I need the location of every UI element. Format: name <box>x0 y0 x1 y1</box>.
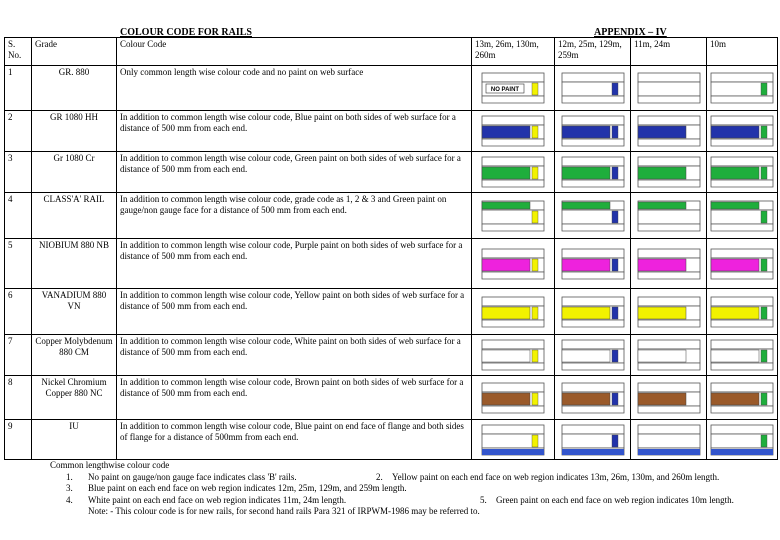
legend-number-1: 1. <box>66 471 73 482</box>
row-colour-code: Only common length wise colour code and no paint on web surface <box>117 66 472 111</box>
grade-paint-band <box>562 202 610 209</box>
length-end-marker <box>761 167 767 179</box>
rail-flange <box>638 363 700 370</box>
rail-diagram-cell <box>555 420 631 460</box>
grade-paint-band <box>562 259 610 271</box>
row-sno: 3 <box>5 152 32 193</box>
rail-flange <box>562 272 624 279</box>
rail-diagram-cell <box>472 152 555 193</box>
row-sno: 7 <box>5 335 32 376</box>
length-end-marker <box>761 435 767 447</box>
grade-paint-band <box>711 126 759 138</box>
rail-diagram-cell <box>555 66 631 111</box>
table-row <box>5 335 778 376</box>
length-end-marker <box>761 393 767 405</box>
rail-diagram-cell <box>707 376 778 420</box>
rail-diagram <box>560 155 626 189</box>
rail-flange <box>711 363 773 370</box>
rail-flange <box>711 406 773 413</box>
rail-flange <box>482 224 544 231</box>
row-colour-code: In addition to common length wise colour code, White paint on both sides of web surface for a distance of 500 mm from each end. <box>117 335 472 376</box>
rail-flange <box>562 406 624 413</box>
rail-diagram <box>560 423 626 457</box>
rail-flange <box>562 224 624 231</box>
legend-text-1: No paint on gauge/non gauge face indicates class 'B' rails. <box>88 471 297 482</box>
rail-head <box>638 157 700 166</box>
rail-diagram <box>480 381 546 415</box>
grade-paint-band <box>638 307 686 319</box>
rail-head <box>638 249 700 258</box>
row-sno: 5 <box>5 239 32 289</box>
row-sno: 2 <box>5 111 32 152</box>
row-grade: IU <box>32 420 117 460</box>
grade-paint-band <box>638 259 686 271</box>
row-sno: 1 <box>5 66 32 111</box>
grade-paint-band <box>562 350 610 362</box>
rail-head <box>711 425 773 434</box>
flange-paint-band <box>562 449 624 455</box>
rail-diagram <box>560 71 626 105</box>
header-grade: Grade <box>32 38 117 66</box>
rail-web <box>638 82 700 96</box>
rail-head <box>562 297 624 306</box>
length-end-marker <box>532 350 538 362</box>
row-grade: Gr 1080 Cr <box>32 152 117 193</box>
rail-diagram <box>636 155 702 189</box>
rail-diagram <box>480 199 546 233</box>
rail-diagram <box>709 423 775 457</box>
rail-head <box>638 297 700 306</box>
legend-number-3: 3. <box>66 483 73 493</box>
rail-head <box>711 297 773 306</box>
rail-diagram-cell <box>707 66 778 111</box>
rail-diagram-cell <box>472 289 555 335</box>
rail-diagram <box>636 114 702 148</box>
rail-head <box>562 249 624 258</box>
rail-head <box>482 73 544 82</box>
rail-diagram-cell <box>631 152 707 193</box>
rail-head <box>711 116 773 125</box>
row-colour-code: In addition to common length wise colour code, Green paint on both sides of web surface for a distance of 500 mm from each end. <box>117 152 472 193</box>
length-end-marker <box>761 211 767 223</box>
rail-diagram <box>709 247 775 281</box>
grade-paint-band <box>711 350 759 362</box>
grade-paint-band <box>482 126 530 138</box>
rail-head <box>482 249 544 258</box>
rail-flange <box>562 363 624 370</box>
rail-head <box>482 383 544 392</box>
length-end-marker <box>532 307 538 319</box>
row-sno: 9 <box>5 420 32 460</box>
table-header-row <box>5 38 778 66</box>
row-colour-code: In addition to common length wise colour code, Purple paint on both sides of web surface for a distance of 500 mm from each end. <box>117 239 472 289</box>
length-end-marker <box>532 435 538 447</box>
length-end-marker <box>532 167 538 179</box>
rail-head <box>482 340 544 349</box>
length-end-marker <box>532 259 538 271</box>
rail-diagram-cell <box>472 376 555 420</box>
rail-diagram <box>636 295 702 329</box>
header-sno: S. No. <box>5 38 32 66</box>
length-end-marker <box>532 211 538 223</box>
rail-diagram <box>636 381 702 415</box>
rail-head <box>562 383 624 392</box>
rail-flange <box>711 272 773 279</box>
rail-diagram <box>636 247 702 281</box>
legend-number-4: 4. <box>66 494 73 505</box>
grade-paint-band <box>711 393 759 405</box>
rail-head <box>638 116 700 125</box>
grade-paint-band <box>562 393 610 405</box>
flange-paint-band <box>482 449 544 455</box>
rail-diagram <box>560 295 626 329</box>
grade-paint-band <box>638 350 686 362</box>
rail-diagram-cell <box>631 289 707 335</box>
length-end-marker <box>532 393 538 405</box>
rail-flange <box>711 320 773 327</box>
legend-row-2 <box>4 483 776 495</box>
length-end-marker <box>532 126 538 138</box>
flange-paint-band <box>711 449 773 455</box>
rail-head <box>562 157 624 166</box>
header-length-10m: 10m <box>707 38 778 66</box>
rail-diagram-cell <box>631 420 707 460</box>
length-end-marker <box>612 350 618 362</box>
table-row <box>5 66 778 111</box>
rail-head <box>711 383 773 392</box>
rail-diagram-cell <box>472 420 555 460</box>
rail-head <box>638 425 700 434</box>
rail-diagram-cell <box>707 111 778 152</box>
rail-head <box>482 116 544 125</box>
rail-diagram-cell <box>631 193 707 239</box>
header-length-12m: 12m, 25m, 129m, 259m <box>555 38 631 66</box>
colour-code-table <box>4 37 778 460</box>
row-colour-code: In addition to common length wise colour code, grade code as 1, 2 & 3 and Green paint on gauge/non gauge face for a distance of 500 mm from each end. <box>117 193 472 239</box>
rail-diagram <box>480 423 546 457</box>
grade-paint-band <box>482 167 530 179</box>
header-length-11m: 11m, 24m <box>631 38 707 66</box>
length-end-marker <box>612 167 618 179</box>
rail-diagram <box>480 155 546 189</box>
rail-flange <box>562 96 624 103</box>
row-colour-code: In addition to common length wise colour code, Yellow paint on both sides of web surface for a distance of 500 mm from each end. <box>117 289 472 335</box>
rail-flange <box>482 96 544 103</box>
legend-note-row <box>4 506 776 518</box>
rail-diagram <box>709 381 775 415</box>
grade-paint-band <box>482 307 530 319</box>
rail-flange <box>482 363 544 370</box>
rail-head <box>482 425 544 434</box>
rail-diagram-cell <box>631 111 707 152</box>
rail-flange <box>711 96 773 103</box>
rail-flange <box>638 272 700 279</box>
rail-diagram-cell <box>472 111 555 152</box>
rail-diagram <box>709 71 775 105</box>
grade-paint-band <box>711 307 759 319</box>
rail-diagram-cell <box>555 193 631 239</box>
rail-diagram-cell <box>707 289 778 335</box>
legend-note: Note: - This colour code is for new rails, for second hand rails Para 321 of IRPWM-1986 may be referred to. <box>88 506 480 516</box>
rail-diagram-cell <box>472 239 555 289</box>
rail-diagram <box>636 338 702 372</box>
legend-text-4: White paint on each end face on web region indicates 11m, 24m length. <box>88 494 347 505</box>
rail-diagram-cell <box>555 335 631 376</box>
header-length-13m: 13m, 26m, 130m, 260m <box>472 38 555 66</box>
length-end-marker <box>612 393 618 405</box>
grade-paint-band <box>482 259 530 271</box>
rail-diagram-cell <box>631 335 707 376</box>
rail-diagram <box>480 247 546 281</box>
row-sno: 8 <box>5 376 32 420</box>
length-end-marker <box>761 259 767 271</box>
legend-heading-row <box>4 460 776 472</box>
legend-heading: Common lengthwise colour code <box>50 460 170 470</box>
rail-diagram <box>709 199 775 233</box>
table-row <box>5 289 778 335</box>
rail-diagram-cell <box>555 239 631 289</box>
legend-row-3 <box>4 495 776 507</box>
no-paint-label: NO PAINT <box>490 87 520 93</box>
legend-text-5: Green paint on each end face on web region indicates 10m length. <box>496 494 734 505</box>
rail-head <box>711 340 773 349</box>
rail-diagram <box>709 338 775 372</box>
rail-flange <box>482 139 544 146</box>
rail-head <box>711 73 773 82</box>
length-end-marker <box>761 350 767 362</box>
rail-diagram-cell <box>472 193 555 239</box>
rail-flange <box>711 224 773 231</box>
rail-flange <box>638 96 700 103</box>
rail-diagram <box>480 295 546 329</box>
rail-diagram-cell <box>707 152 778 193</box>
rail-diagram-cell <box>555 152 631 193</box>
rail-flange <box>638 224 700 231</box>
table-row <box>5 152 778 193</box>
row-grade: CLASS'A' RAIL <box>32 193 117 239</box>
rail-flange <box>562 139 624 146</box>
row-grade: Copper Molybdenum 880 CM <box>32 335 117 376</box>
rail-diagram-cell <box>472 335 555 376</box>
flange-paint-band <box>638 449 700 455</box>
rail-flange <box>562 320 624 327</box>
legend-text-2: Yellow paint on each end face on web region indicates 13m, 26m, 130m, and 260m length. <box>392 471 720 482</box>
grade-paint-band <box>482 350 530 362</box>
rail-flange <box>482 406 544 413</box>
appendix-label: APPENDIX – IV <box>594 27 667 38</box>
legend-number-5: 5. <box>480 494 487 505</box>
row-grade: GR 1080 HH <box>32 111 117 152</box>
rail-flange <box>638 320 700 327</box>
grade-paint-band <box>562 167 610 179</box>
length-end-marker <box>612 83 618 95</box>
length-end-marker <box>612 126 618 138</box>
length-end-marker <box>532 83 538 95</box>
rail-head <box>711 157 773 166</box>
rail-diagram-cell <box>707 239 778 289</box>
rail-flange <box>482 320 544 327</box>
rail-head <box>482 297 544 306</box>
rail-diagram-cell <box>631 239 707 289</box>
rail-head <box>562 425 624 434</box>
row-grade: NIOBIUM 880 NB <box>32 239 117 289</box>
rail-web <box>638 210 700 224</box>
table-row <box>5 239 778 289</box>
rail-web <box>638 434 700 448</box>
rail-diagram-cell <box>472 66 555 111</box>
rail-diagram <box>709 114 775 148</box>
rail-diagram <box>709 295 775 329</box>
rail-head <box>482 157 544 166</box>
rail-diagram-cell <box>555 376 631 420</box>
grade-paint-band <box>711 259 759 271</box>
rail-diagram <box>480 338 546 372</box>
length-end-marker <box>612 435 618 447</box>
rail-head <box>638 383 700 392</box>
rail-diagram-cell <box>631 66 707 111</box>
row-colour-code: In addition to common length wise colour code, Brown paint on both sides of web surface for a distance of 500 mm from each end. <box>117 376 472 420</box>
rail-flange <box>711 180 773 187</box>
row-grade: Nickel Chromium Copper 880 NC <box>32 376 117 420</box>
legend-text-3: Blue paint on each end face on web region indicates 12m, 25m, 129m, and 259m length. <box>88 483 407 493</box>
rail-diagram-cell <box>707 420 778 460</box>
row-colour-code: In addition to common length wise colour code, Blue paint on both sides of web surface for a distance of 500 mm from each end. <box>117 111 472 152</box>
rail-flange <box>482 272 544 279</box>
rail-diagram <box>636 423 702 457</box>
legend-number-2: 2. <box>376 471 383 482</box>
legend-notes <box>4 460 776 518</box>
rail-flange <box>482 180 544 187</box>
rail-diagram <box>480 114 546 148</box>
rail-flange <box>638 180 700 187</box>
table-row <box>5 111 778 152</box>
page-title: COLOUR CODE FOR RAILS <box>120 27 252 38</box>
grade-paint-band <box>482 202 530 209</box>
table-row <box>5 420 778 460</box>
length-end-marker <box>761 307 767 319</box>
header-colour-code: Colour Code <box>117 38 472 66</box>
rail-diagram <box>480 71 546 105</box>
rail-flange <box>638 406 700 413</box>
rail-diagram <box>709 155 775 189</box>
table-row <box>5 193 778 239</box>
rail-flange <box>638 139 700 146</box>
rail-head <box>711 249 773 258</box>
rail-head <box>638 340 700 349</box>
grade-paint-band <box>711 167 759 179</box>
rail-diagram <box>560 338 626 372</box>
rail-diagram-cell <box>707 193 778 239</box>
row-sno: 6 <box>5 289 32 335</box>
rail-diagram-cell <box>707 335 778 376</box>
grade-paint-band <box>638 393 686 405</box>
rail-diagram <box>636 199 702 233</box>
legend-row-1 <box>4 472 776 484</box>
rail-diagram-cell <box>555 111 631 152</box>
rail-diagram <box>560 381 626 415</box>
rail-diagram <box>636 71 702 105</box>
row-colour-code: In addition to common length wise colour code, Blue paint on end face of flange and both sides of flange for a distance of 500mm from each end. <box>117 420 472 460</box>
rail-diagram-cell <box>631 376 707 420</box>
grade-paint-band <box>638 202 686 209</box>
length-end-marker <box>612 211 618 223</box>
rail-head <box>562 116 624 125</box>
grade-paint-band <box>562 307 610 319</box>
grade-paint-band <box>711 202 759 209</box>
row-grade: VANADIUM 880 VN <box>32 289 117 335</box>
grade-paint-band <box>482 393 530 405</box>
rail-head <box>638 73 700 82</box>
rail-head <box>562 73 624 82</box>
table-row <box>5 376 778 420</box>
length-end-marker <box>761 126 767 138</box>
rail-diagram <box>560 247 626 281</box>
length-end-marker <box>612 307 618 319</box>
length-end-marker <box>761 83 767 95</box>
grade-paint-band <box>562 126 610 138</box>
length-end-marker <box>612 259 618 271</box>
grade-paint-band <box>638 126 686 138</box>
rail-flange <box>562 180 624 187</box>
rail-diagram <box>560 199 626 233</box>
row-sno: 4 <box>5 193 32 239</box>
rail-head <box>562 340 624 349</box>
rail-flange <box>711 139 773 146</box>
rail-diagram <box>560 114 626 148</box>
grade-paint-band <box>638 167 686 179</box>
rail-diagram-cell <box>555 289 631 335</box>
row-grade: GR. 880 <box>32 66 117 111</box>
